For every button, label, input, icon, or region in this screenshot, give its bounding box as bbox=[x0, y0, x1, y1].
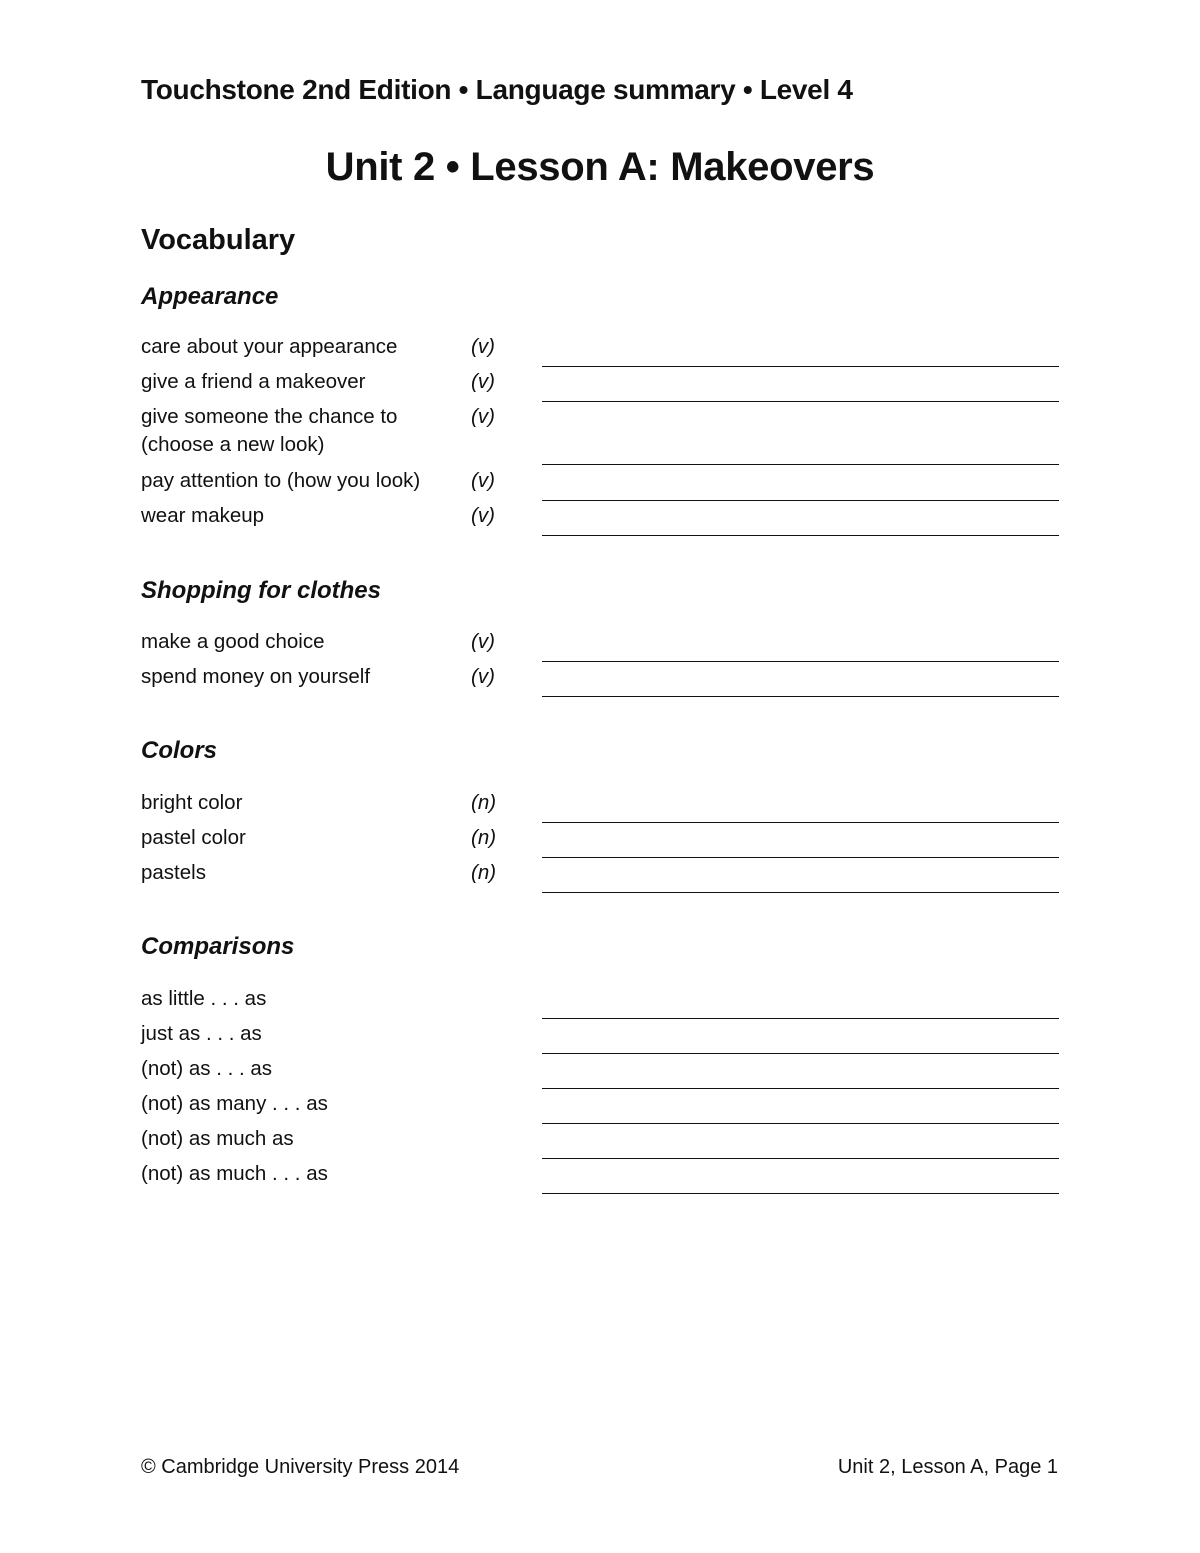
section-title: Appearance bbox=[141, 283, 279, 310]
answer-line[interactable] bbox=[542, 661, 1059, 662]
part-of-speech: (v) bbox=[471, 370, 495, 393]
vocab-term: give a friend a makeover bbox=[141, 370, 366, 393]
answer-line[interactable] bbox=[542, 366, 1059, 367]
answer-line[interactable] bbox=[542, 1018, 1059, 1019]
part-of-speech: (v) bbox=[471, 665, 495, 688]
vocab-term: (not) as many . . . as bbox=[141, 1092, 328, 1115]
answer-line[interactable] bbox=[542, 464, 1059, 465]
part-of-speech: (v) bbox=[471, 469, 495, 492]
part-of-speech: (v) bbox=[471, 630, 495, 653]
vocab-term: (not) as much as bbox=[141, 1127, 294, 1150]
part-of-speech: (v) bbox=[471, 405, 495, 428]
answer-line[interactable] bbox=[542, 1088, 1059, 1089]
part-of-speech: (n) bbox=[471, 861, 497, 884]
vocab-term: pay attention to (how you look) bbox=[141, 469, 421, 492]
section-title: Shopping for clothes bbox=[141, 577, 381, 604]
answer-line[interactable] bbox=[542, 857, 1059, 858]
part-of-speech: (v) bbox=[471, 335, 495, 358]
answer-line[interactable] bbox=[542, 822, 1059, 823]
vocab-term: spend money on yourself bbox=[141, 665, 371, 688]
vocabulary-heading: Vocabulary bbox=[141, 224, 296, 256]
answer-line[interactable] bbox=[542, 1158, 1059, 1159]
vocab-term: make a good choice bbox=[141, 630, 325, 653]
answer-line[interactable] bbox=[542, 892, 1059, 893]
page-title: Unit 2 • Lesson A: Makeovers bbox=[325, 145, 875, 189]
vocab-term: give someone the chance to bbox=[141, 405, 398, 428]
section-title: Colors bbox=[141, 737, 218, 764]
section-title: Comparisons bbox=[141, 933, 295, 960]
answer-line[interactable] bbox=[542, 1123, 1059, 1124]
copyright-footer: © Cambridge University Press 2014 bbox=[141, 1456, 460, 1478]
document-header: Touchstone 2nd Edition • Language summary • Level 4 bbox=[141, 74, 853, 105]
page-number-footer: Unit 2, Lesson A, Page 1 bbox=[837, 1456, 1058, 1478]
vocab-term: pastel color bbox=[141, 826, 246, 849]
answer-line[interactable] bbox=[542, 696, 1059, 697]
answer-line[interactable] bbox=[542, 1193, 1059, 1194]
part-of-speech: (v) bbox=[471, 504, 495, 527]
vocab-term-continued: (choose a new look) bbox=[141, 433, 325, 456]
vocab-term: pastels bbox=[141, 861, 206, 884]
vocab-term: (not) as much . . . as bbox=[141, 1162, 328, 1185]
vocab-term: care about your appearance bbox=[141, 335, 398, 358]
vocab-term: as little . . . as bbox=[141, 987, 267, 1010]
vocab-term: (not) as . . . as bbox=[141, 1057, 273, 1080]
answer-line[interactable] bbox=[542, 535, 1059, 536]
part-of-speech: (n) bbox=[471, 826, 497, 849]
vocab-term: bright color bbox=[141, 791, 243, 814]
answer-line[interactable] bbox=[542, 1053, 1059, 1054]
vocab-term: just as . . . as bbox=[141, 1022, 262, 1045]
vocab-term: wear makeup bbox=[141, 504, 265, 527]
part-of-speech: (n) bbox=[471, 791, 497, 814]
answer-line[interactable] bbox=[542, 401, 1059, 402]
answer-line[interactable] bbox=[542, 500, 1059, 501]
